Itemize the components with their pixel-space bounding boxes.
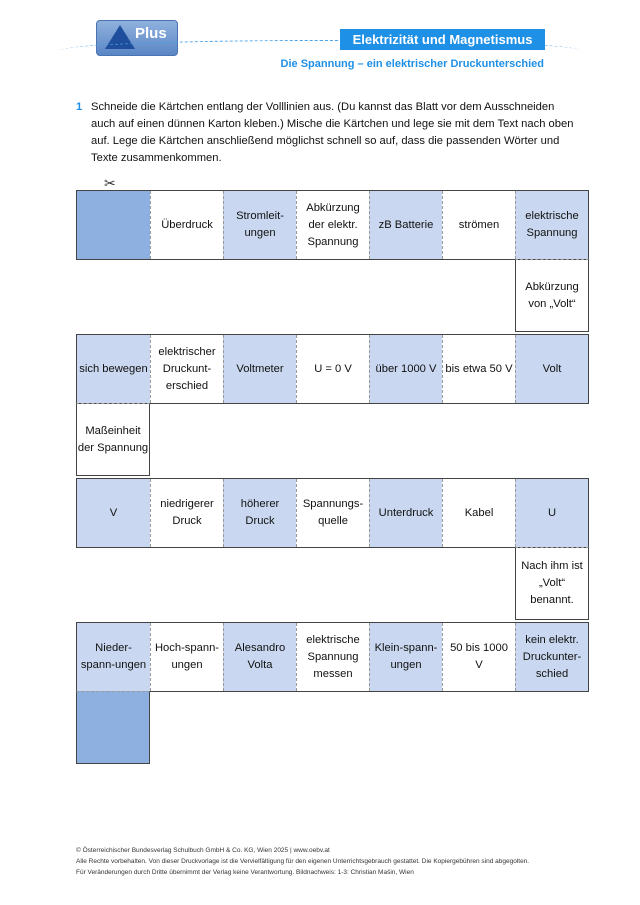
card: zB Batterie: [369, 191, 442, 259]
card: Hoch-spann-ungen: [150, 623, 223, 691]
card-row-1: [76, 190, 589, 260]
card-blank: [77, 191, 150, 259]
card: Volt: [515, 335, 588, 403]
card-row-3: [76, 478, 589, 548]
card-row-4: [76, 622, 589, 692]
chapter-title: Elektrizität und Magnetismus: [340, 29, 545, 50]
card-connector-2: Maßeinheit der Spannung: [76, 403, 150, 476]
card: elektrischer Druckunt-erschied: [150, 335, 223, 403]
card: Überdruck: [150, 191, 223, 259]
card-connector-3: Nach ihm ist „Volt“ benannt.: [515, 547, 589, 620]
worksheet-subtitle: Die Spannung – ein elektrischer Druckunterschied: [280, 58, 544, 70]
card: sich bewegen: [77, 335, 150, 403]
card: niedrigerer Druck: [150, 479, 223, 547]
card: kein elektr. Druckunter-schied: [515, 623, 588, 691]
logo-text: Plus: [135, 25, 167, 42]
card-connector-1: Abkürzung von „Volt“: [515, 259, 589, 332]
footer-disclaimer: Für Veränderungen durch Dritte übernimmt der Verlag keine Verantwortung. Bildnachweis: 1-3: Christian Mašin, Wien: [76, 869, 414, 876]
task-instruction: [76, 99, 576, 167]
footer: [76, 845, 529, 878]
card: U = 0 V: [296, 335, 369, 403]
card: Nieder-spann-ungen: [77, 623, 150, 691]
card: strömen: [442, 191, 515, 259]
card: Unterdruck: [369, 479, 442, 547]
card: elektrische Spannung messen: [296, 623, 369, 691]
card: Voltmeter: [223, 335, 296, 403]
card: bis etwa 50 V: [442, 335, 515, 403]
task-text: Schneide die Kärtchen entlang der Volllinien aus. (Du kannst das Blatt vor dem Ausschneiden auch auf einen dünnen Karton kleben.) Mische die Kärtchen und lege sie mit dem Text nach oben auf. Lege die Kärtchen anschließend möglichst schnell so auf, dass die passenden Wörter und Texte zusammenkommen.: [91, 101, 574, 164]
card: elektrische Spannung: [515, 191, 588, 259]
card: über 1000 V: [369, 335, 442, 403]
card-row-2: [76, 334, 589, 404]
card: Spannungs-quelle: [296, 479, 369, 547]
card: Alesandro Volta: [223, 623, 296, 691]
card: höherer Druck: [223, 479, 296, 547]
task-number: 1: [76, 101, 83, 113]
card: U: [515, 479, 588, 547]
card-connector-4: [76, 691, 150, 764]
card: Abkürzung der elektr. Spannung: [296, 191, 369, 259]
card: Kabel: [442, 479, 515, 547]
footer-copyright: © Österreichischer Bundesverlag Schulbuch GmbH & Co. KG, Wien 2025 | www.oebv.at: [76, 847, 330, 854]
footer-rights: Alle Rechte vorbehalten. Von dieser Druckvorlage ist die Vervielfältigung für den eigenen Unterrichtsgebrauch gestattet. Die Kopiergebühren sind abgegolten.: [76, 858, 530, 865]
card: Klein-spann-ungen: [369, 623, 442, 691]
card: 50 bis 1000 V: [442, 623, 515, 691]
card: V: [77, 479, 150, 547]
card: Stromleit-ungen: [223, 191, 296, 259]
scissors-icon: ✂: [104, 175, 116, 191]
